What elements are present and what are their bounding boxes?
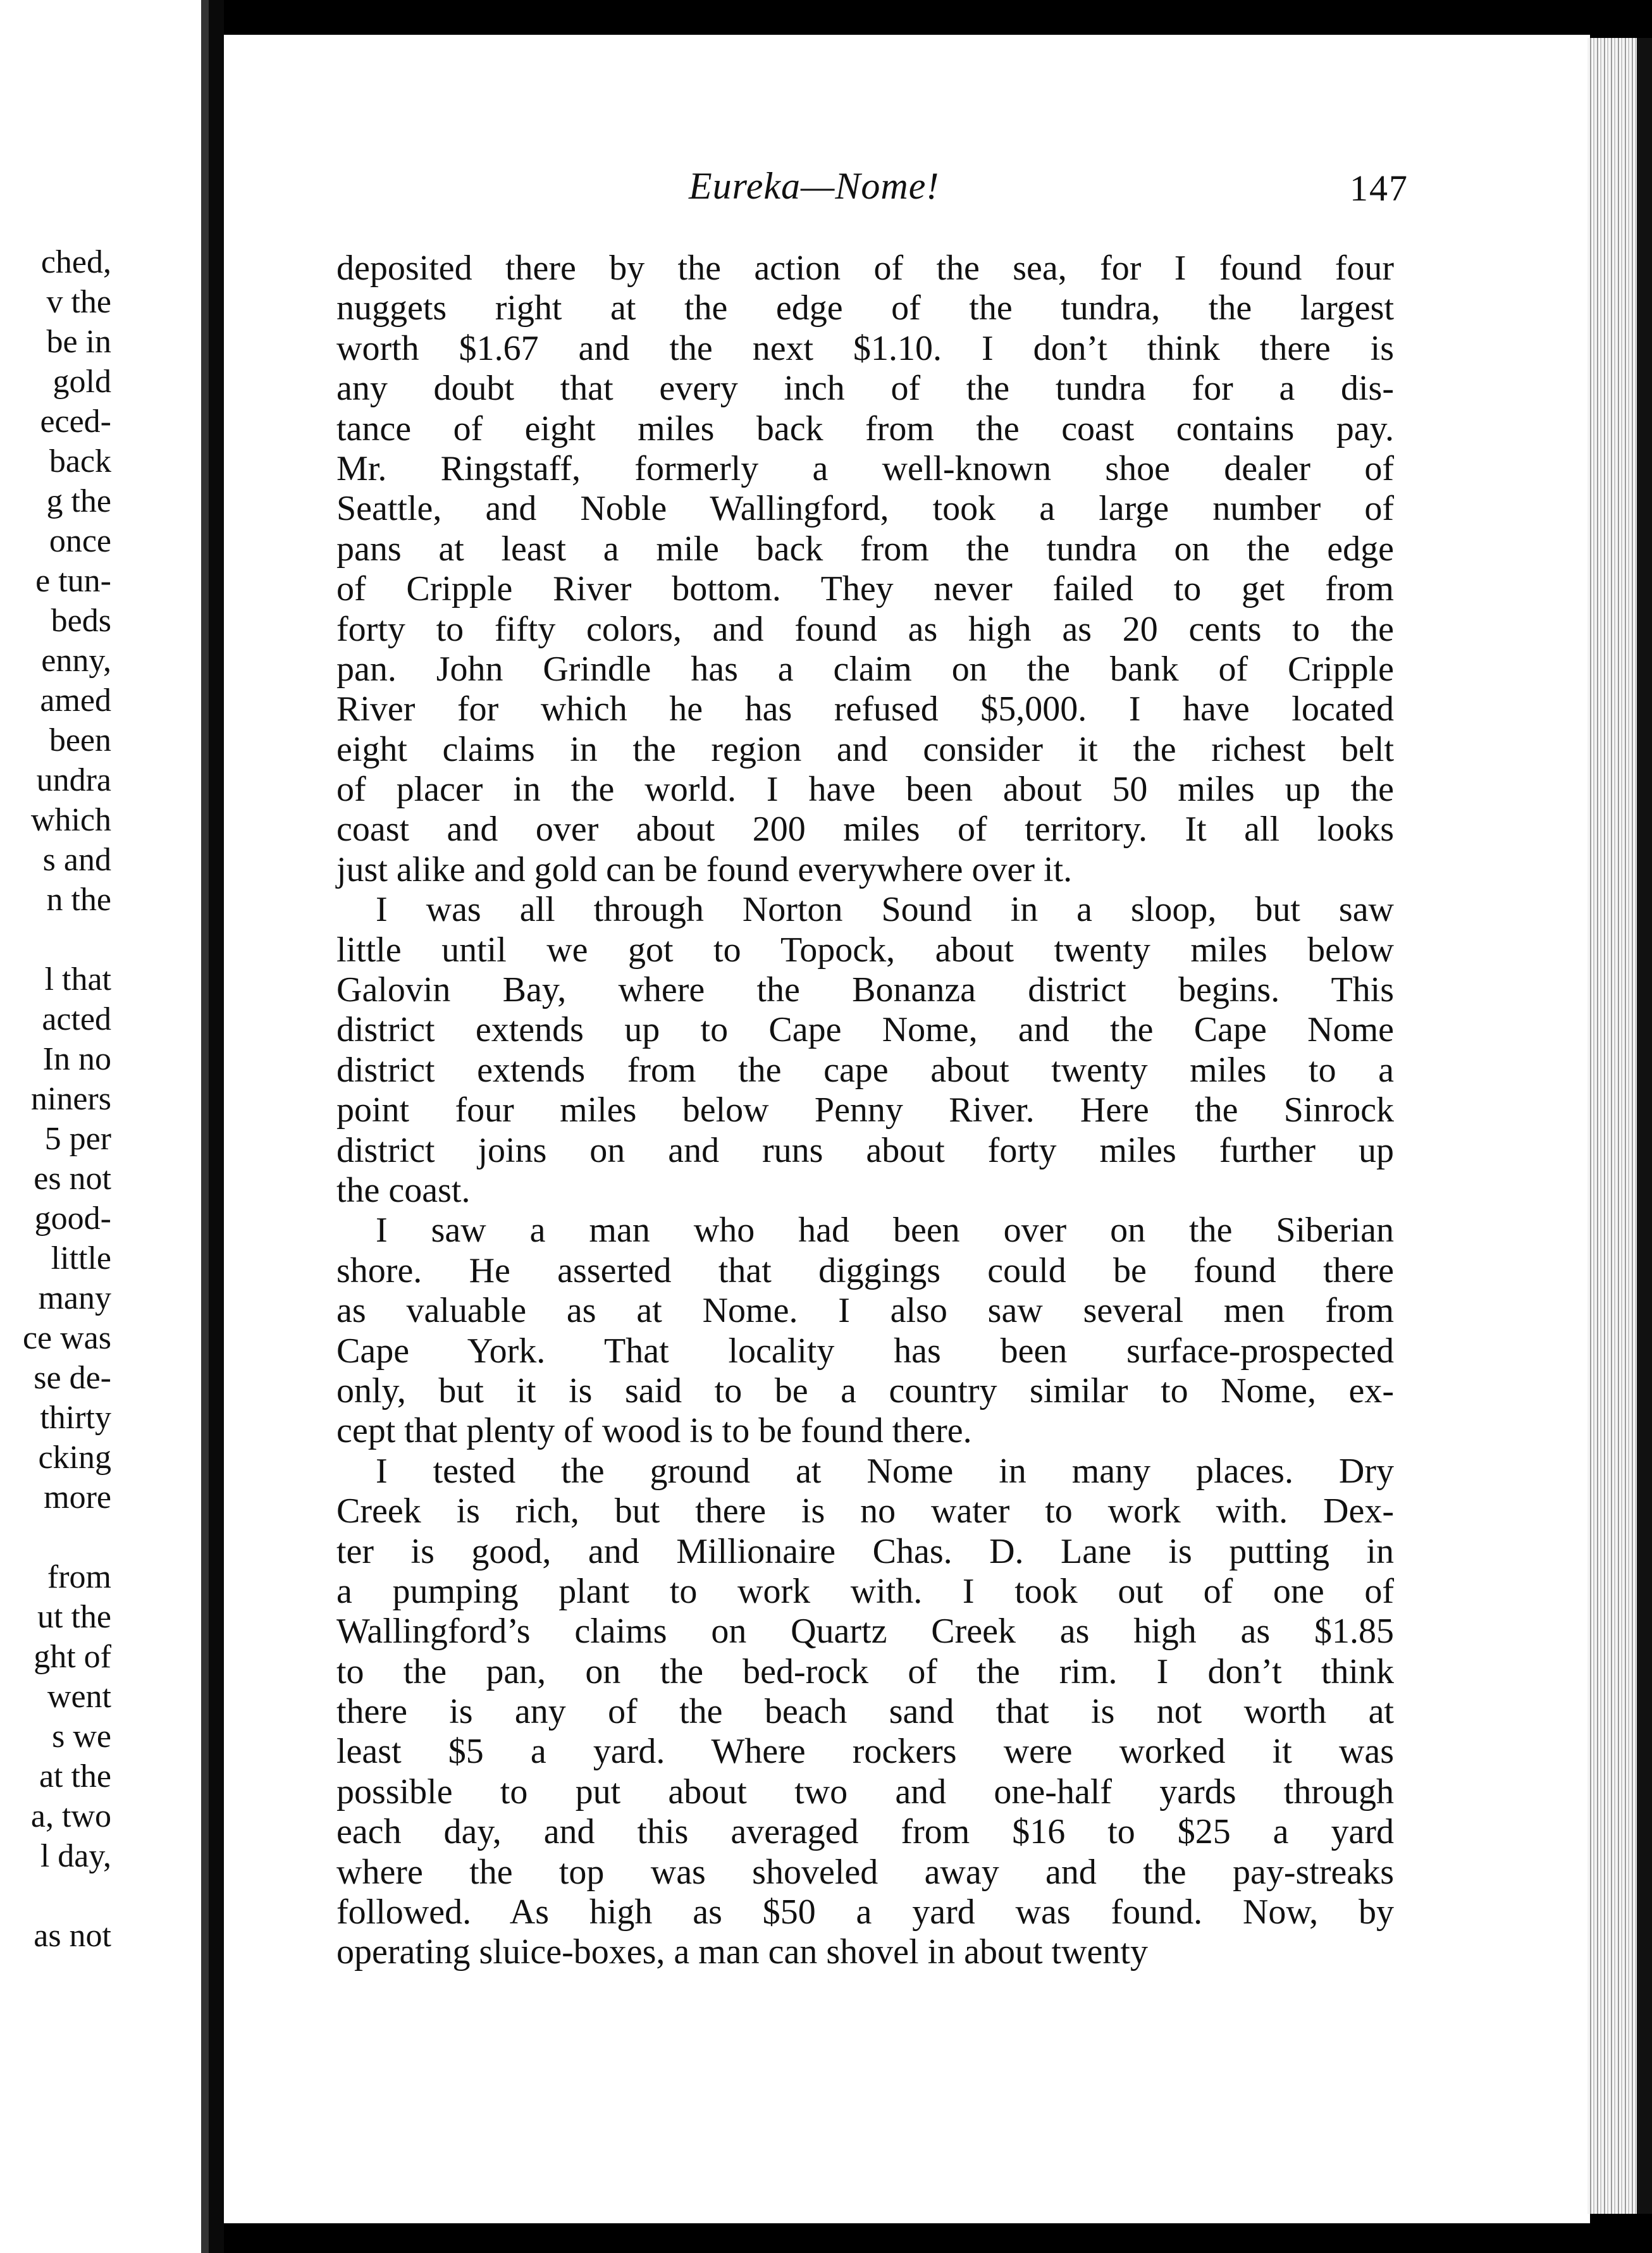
text-line: tance of eight miles back from the coast contains pay. bbox=[336, 409, 1394, 448]
text-line: Seattle, and Noble Wallingford, took a large number of bbox=[336, 489, 1394, 529]
facing-page-fragment bbox=[0, 0, 201, 2253]
text-line: possible to put about two and one-half yards through bbox=[336, 1772, 1394, 1812]
facing-page-line: good- bbox=[34, 1201, 111, 1237]
text-line: cept that plenty of wood is to be found there. bbox=[336, 1411, 972, 1451]
facing-page-line: es not bbox=[34, 1161, 111, 1197]
facing-page-line: eced- bbox=[40, 404, 111, 440]
text-line: shore. He asserted that diggings could be found there bbox=[336, 1250, 1394, 1290]
text-line: followed. As high as $50 a yard was found. Now, by bbox=[336, 1892, 1394, 1932]
text-line: worth $1.67 and the next $1.10. I don’t think there is bbox=[336, 328, 1394, 368]
text-line: ter is good, and Millionaire Chas. D. Lane is putting in bbox=[336, 1531, 1394, 1571]
gutter-shadow bbox=[201, 0, 209, 2253]
text-line: deposited there by the action of the sea, for I found four bbox=[336, 249, 1394, 288]
text-line: River for which he has refused $5,000. I have located bbox=[336, 689, 1394, 729]
text-line: each day, and this averaged from $16 to $25 a yard bbox=[336, 1812, 1394, 1852]
facing-page-line: from bbox=[47, 1559, 111, 1595]
text-line: as valuable as at Nome. I also saw several men from bbox=[336, 1291, 1394, 1331]
page-header bbox=[224, 164, 1590, 215]
facing-page-line: niners bbox=[30, 1081, 111, 1117]
facing-page-line: at the bbox=[39, 1758, 111, 1794]
facing-page-line: ght of bbox=[34, 1639, 111, 1675]
page-stack-edge bbox=[1587, 38, 1637, 2214]
text-line: district joins on and runs about forty miles further up bbox=[336, 1130, 1394, 1170]
facing-page-line: cking bbox=[38, 1440, 111, 1476]
book-edge-shadow bbox=[1637, 38, 1652, 2214]
text-line: pan. John Grindle has a claim on the bank of Cripple bbox=[336, 649, 1394, 689]
facing-page-line: l day, bbox=[40, 1838, 111, 1874]
facing-page-line: l that bbox=[44, 961, 111, 997]
facing-page-line: once bbox=[49, 523, 111, 559]
text-line: I saw a man who had been over on the Siberian bbox=[376, 1211, 1394, 1250]
book-gutter bbox=[209, 0, 224, 2253]
facing-page-line: g the bbox=[46, 483, 111, 519]
facing-page-line: s we bbox=[52, 1719, 111, 1755]
facing-page-line: ut the bbox=[37, 1599, 111, 1635]
facing-page-line bbox=[23, 1519, 111, 1559]
text-line: little until we got to Topock, about twenty miles below bbox=[336, 930, 1394, 970]
facing-page-line: ce was bbox=[22, 1320, 111, 1356]
text-line: the coast. bbox=[336, 1170, 471, 1210]
text-line: a pumping plant to work with. I took out of one of bbox=[336, 1571, 1394, 1611]
text-line: Creek is rich, but there is no water to work with. Dex- bbox=[336, 1491, 1394, 1531]
text-line: district extends from the cape about twenty miles to a bbox=[336, 1050, 1394, 1090]
facing-page-line: v the bbox=[46, 284, 111, 320]
facing-page-line: many bbox=[38, 1280, 111, 1316]
facing-page-line: amed bbox=[40, 682, 111, 719]
text-line: coast and over about 200 miles of territory. It all looks bbox=[336, 810, 1394, 849]
text-line: point four miles below Penny River. Here the Sinrock bbox=[336, 1090, 1394, 1130]
page-number: 147 bbox=[1350, 168, 1409, 209]
facing-page-line: a, two bbox=[30, 1798, 111, 1834]
text-line: Wallingford’s claims on Quartz Creek as high as $1.85 bbox=[336, 1612, 1394, 1651]
facing-page-line: been bbox=[49, 722, 111, 758]
facing-page-line: which bbox=[30, 802, 111, 838]
text-line: only, but it is said to be a country similar to Nome, ex- bbox=[336, 1371, 1394, 1410]
facing-page-line: s and bbox=[42, 842, 111, 878]
facing-page-line: enny, bbox=[41, 643, 111, 679]
facing-page-line: undra bbox=[36, 762, 111, 798]
facing-page-line: thirty bbox=[40, 1400, 111, 1436]
facing-page-line: n the bbox=[46, 882, 111, 918]
text-line: Galovin Bay, where the Bonanza district begins. This bbox=[336, 970, 1394, 1010]
facing-page-line: went bbox=[47, 1679, 111, 1715]
text-line: of Cripple River bottom. They never failed to get from bbox=[336, 569, 1394, 609]
facing-page-line: back bbox=[49, 443, 111, 479]
text-line: there is any of the beach sand that is not worth at bbox=[336, 1692, 1394, 1732]
running-title: Eureka—Nome! bbox=[689, 165, 940, 207]
facing-page-line: gold bbox=[52, 364, 111, 400]
text-line: district extends up to Cape Nome, and the Cape Nome bbox=[336, 1010, 1394, 1050]
text-line: eight claims in the region and consider it the richest belt bbox=[336, 729, 1394, 769]
text-line: Cape York. That locality has been surface-prospected bbox=[336, 1331, 1394, 1371]
text-line: nuggets right at the edge of the tundra, the largest bbox=[336, 288, 1394, 328]
facing-page-line: little bbox=[51, 1240, 111, 1276]
text-line: just alike and gold can be found everywhere over it. bbox=[336, 849, 1073, 889]
facing-page-line: 5 per bbox=[44, 1121, 111, 1157]
text-line: pans at least a mile back from the tundra on the edge bbox=[336, 529, 1394, 569]
facing-page-line bbox=[23, 921, 111, 961]
facing-page-line: as not bbox=[34, 1918, 111, 1954]
facing-page-line: se de- bbox=[34, 1360, 111, 1396]
text-line: operating sluice-boxes, a man can shovel in about twenty bbox=[336, 1932, 1148, 1972]
facing-page-text bbox=[23, 244, 111, 1957]
text-line: I tested the ground at Nome in many places. Dry bbox=[376, 1451, 1394, 1491]
text-line: least $5 a yard. Where rockers were worked it was bbox=[336, 1732, 1394, 1772]
facing-page-line: beds bbox=[51, 603, 111, 639]
text-line: forty to fifty colors, and found as high as 20 cents to the bbox=[336, 609, 1394, 649]
facing-page-line: e tun- bbox=[35, 563, 111, 599]
facing-page-line: be in bbox=[46, 324, 111, 360]
text-line: I was all through Norton Sound in a sloop, but saw bbox=[376, 890, 1394, 930]
text-line: to the pan, on the bed-rock of the rim. I don’t think bbox=[336, 1651, 1394, 1691]
facing-page-line: more bbox=[44, 1479, 111, 1515]
facing-page-line: In no bbox=[42, 1041, 111, 1077]
text-line: where the top was shoveled away and the pay-streaks bbox=[336, 1852, 1394, 1892]
facing-page-line: acted bbox=[42, 1001, 111, 1037]
text-line: of placer in the world. I have been about 50 miles up the bbox=[336, 770, 1394, 810]
text-line: any doubt that every inch of the tundra for a dis- bbox=[336, 369, 1394, 409]
facing-page-line bbox=[23, 1877, 111, 1917]
page-body-text bbox=[336, 249, 1394, 1973]
text-line: Mr. Ringstaff, formerly a well-known shoe dealer of bbox=[336, 448, 1394, 488]
book-page bbox=[224, 35, 1590, 2223]
facing-page-line: ched, bbox=[40, 244, 111, 280]
